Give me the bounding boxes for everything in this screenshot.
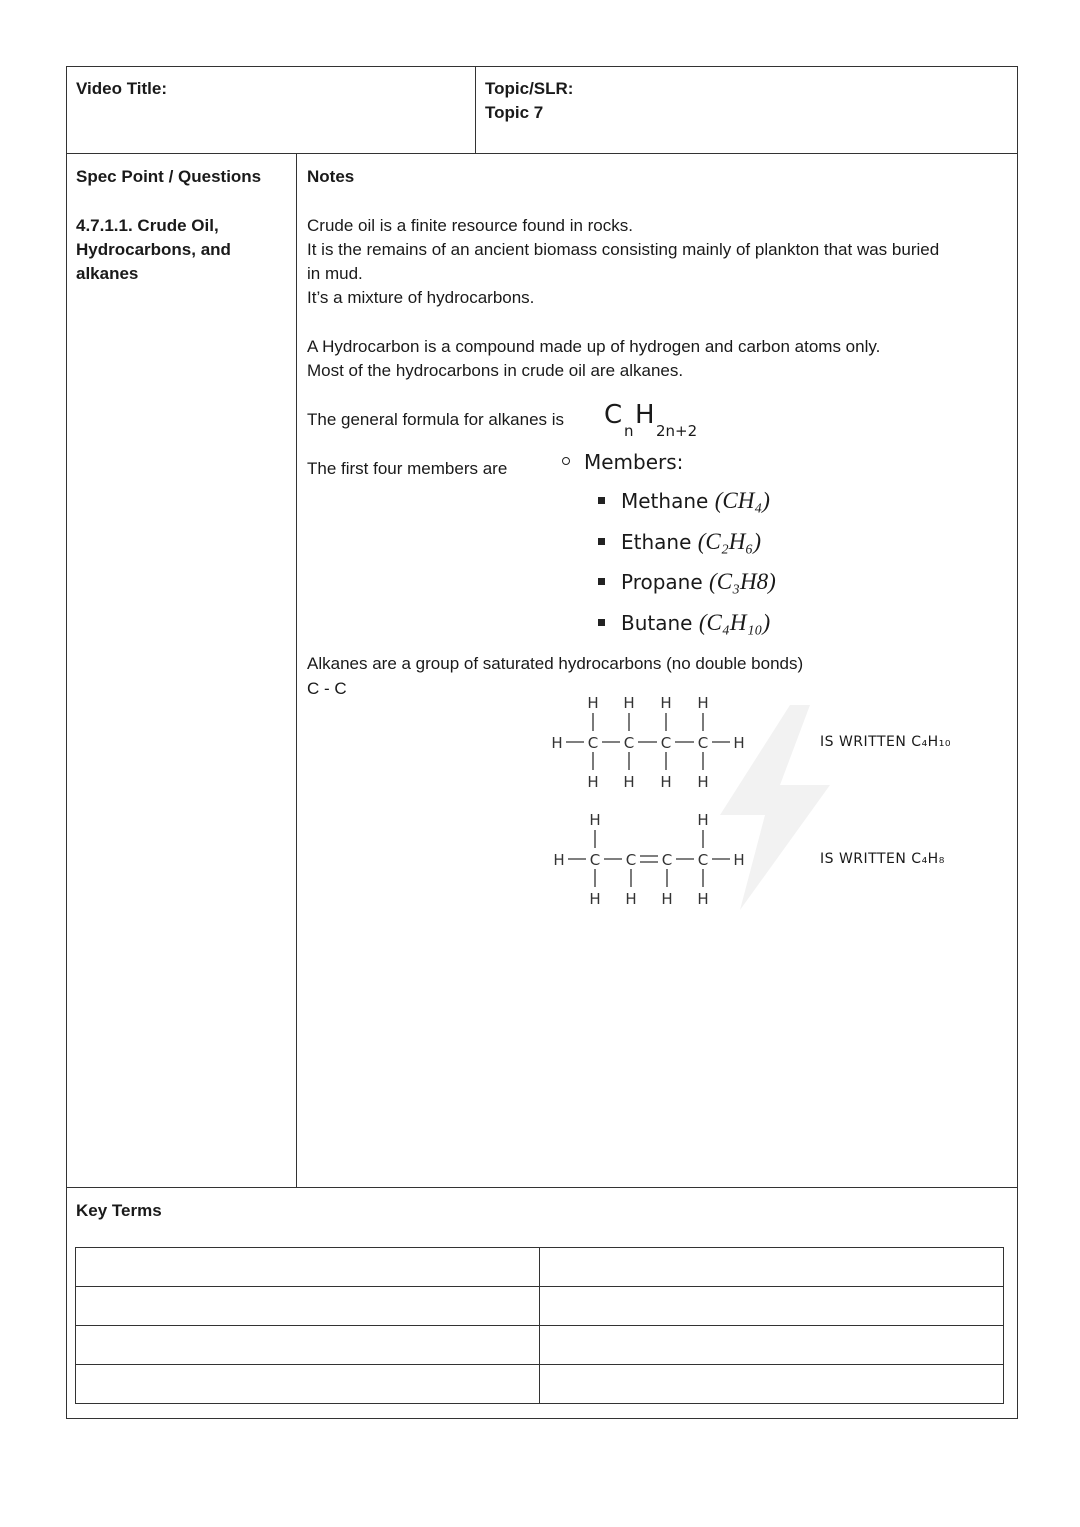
definition-cell[interactable] xyxy=(540,1326,1004,1365)
spec-point-line: alkanes xyxy=(76,264,139,283)
header-divider xyxy=(475,66,476,154)
notes-label: Notes xyxy=(307,167,355,186)
svg-text:C: C xyxy=(587,734,599,752)
members-heading xyxy=(562,448,683,476)
members-heading-label: Members: xyxy=(584,450,684,474)
definition-cell[interactable] xyxy=(540,1365,1004,1404)
general-formula xyxy=(604,400,714,444)
key-terms-label: Key Terms xyxy=(76,1201,162,1220)
spec-point-label: Spec Point / Questions xyxy=(76,167,262,186)
formula-h: H xyxy=(635,400,655,430)
butene-structure xyxy=(540,807,770,912)
svg-text:H: H xyxy=(587,773,599,791)
key-term-cell[interactable] xyxy=(76,1287,540,1326)
saturated-text: Alkanes are a group of saturated hydrocarbons (no double bonds) xyxy=(307,654,804,673)
svg-text:H: H xyxy=(625,890,637,908)
member-name: Ethane xyxy=(621,530,692,554)
written-prefix: IS WRITTEN xyxy=(820,734,907,750)
member-item xyxy=(598,487,770,515)
member-item xyxy=(598,568,776,596)
circle-bullet-icon xyxy=(562,457,570,465)
topic-value: Topic 7 xyxy=(485,103,544,122)
svg-text:H: H xyxy=(553,851,565,869)
table-row xyxy=(76,1326,1004,1365)
key-term-cell[interactable] xyxy=(76,1326,540,1365)
svg-text:C: C xyxy=(625,851,637,869)
svg-text:H: H xyxy=(660,773,672,791)
svg-text:H: H xyxy=(697,694,709,712)
notes-line: in mud. xyxy=(307,264,363,283)
key-term-cell[interactable] xyxy=(76,1365,540,1404)
notes-line: A Hydrocarbon is a compound made up of hydrogen and carbon atoms only. xyxy=(307,337,881,356)
member-item xyxy=(598,528,761,556)
table-row xyxy=(76,1287,1004,1326)
definition-cell[interactable] xyxy=(540,1287,1004,1326)
general-formula-text: The general formula for alkanes is xyxy=(307,410,565,429)
member-formula: (C₂H₆) xyxy=(697,529,762,554)
svg-text:H: H xyxy=(661,890,673,908)
svg-text:C: C xyxy=(697,851,709,869)
formula-c: C xyxy=(604,400,623,430)
square-bullet-icon xyxy=(598,619,605,626)
svg-text:C: C xyxy=(661,851,673,869)
square-bullet-icon xyxy=(598,578,605,585)
svg-text:C: C xyxy=(623,734,635,752)
member-item xyxy=(598,609,770,637)
key-term-cell[interactable] xyxy=(76,1248,540,1287)
notes-line: It’s a mixture of hydrocarbons. xyxy=(307,288,535,307)
topic-label: Topic/SLR: xyxy=(485,79,574,98)
notes-column-divider xyxy=(296,153,297,1188)
svg-text:H: H xyxy=(551,734,563,752)
spec-point-line: 4.7.1.1. Crude Oil, xyxy=(76,216,219,235)
member-formula: (C₃H8) xyxy=(709,569,776,594)
written-formula: C₄H₈ xyxy=(911,851,945,867)
svg-text:H: H xyxy=(623,694,635,712)
butane-written xyxy=(820,734,951,750)
square-bullet-icon xyxy=(598,538,605,545)
member-name: Methane xyxy=(621,489,709,513)
svg-text:H: H xyxy=(589,890,601,908)
first-four-text: The first four members are xyxy=(307,459,508,478)
butene-written xyxy=(820,851,945,867)
definition-cell[interactable] xyxy=(540,1248,1004,1287)
square-bullet-icon xyxy=(598,497,605,504)
svg-text:H: H xyxy=(697,890,709,908)
notes-line: Most of the hydrocarbons in crude oil are alkanes. xyxy=(307,361,684,380)
notes-line: Crude oil is a finite resource found in rocks. xyxy=(307,216,633,235)
table-row xyxy=(76,1248,1004,1287)
key-terms-table xyxy=(75,1247,1004,1404)
written-formula: C₄H₁₀ xyxy=(911,734,951,750)
video-title-label: Video Title: xyxy=(76,79,168,98)
svg-text:H: H xyxy=(697,811,709,829)
member-name: Butane xyxy=(621,611,693,635)
svg-text:H: H xyxy=(623,773,635,791)
member-name: Propane xyxy=(621,570,703,594)
table-row xyxy=(76,1365,1004,1404)
formula-subscript: 2n+2 xyxy=(656,422,698,440)
cc-text: C - C xyxy=(307,679,347,698)
member-formula: (CH₄) xyxy=(714,488,770,513)
svg-text:H: H xyxy=(733,734,745,752)
svg-text:H: H xyxy=(587,694,599,712)
formula-n: n xyxy=(624,422,634,440)
svg-text:C: C xyxy=(660,734,672,752)
notes-line: It is the remains of an ancient biomass consisting mainly of plankton that was buried xyxy=(307,240,940,259)
svg-text:H: H xyxy=(660,694,672,712)
svg-text:C: C xyxy=(697,734,709,752)
spec-point-line: Hydrocarbons, and xyxy=(76,240,231,259)
svg-text:H: H xyxy=(697,773,709,791)
svg-text:C: C xyxy=(589,851,601,869)
butane-structure xyxy=(540,690,770,795)
written-prefix: IS WRITTEN xyxy=(820,851,907,867)
svg-text:H: H xyxy=(733,851,745,869)
svg-text:H: H xyxy=(589,811,601,829)
member-formula: (C₄H₁₀) xyxy=(698,610,771,635)
